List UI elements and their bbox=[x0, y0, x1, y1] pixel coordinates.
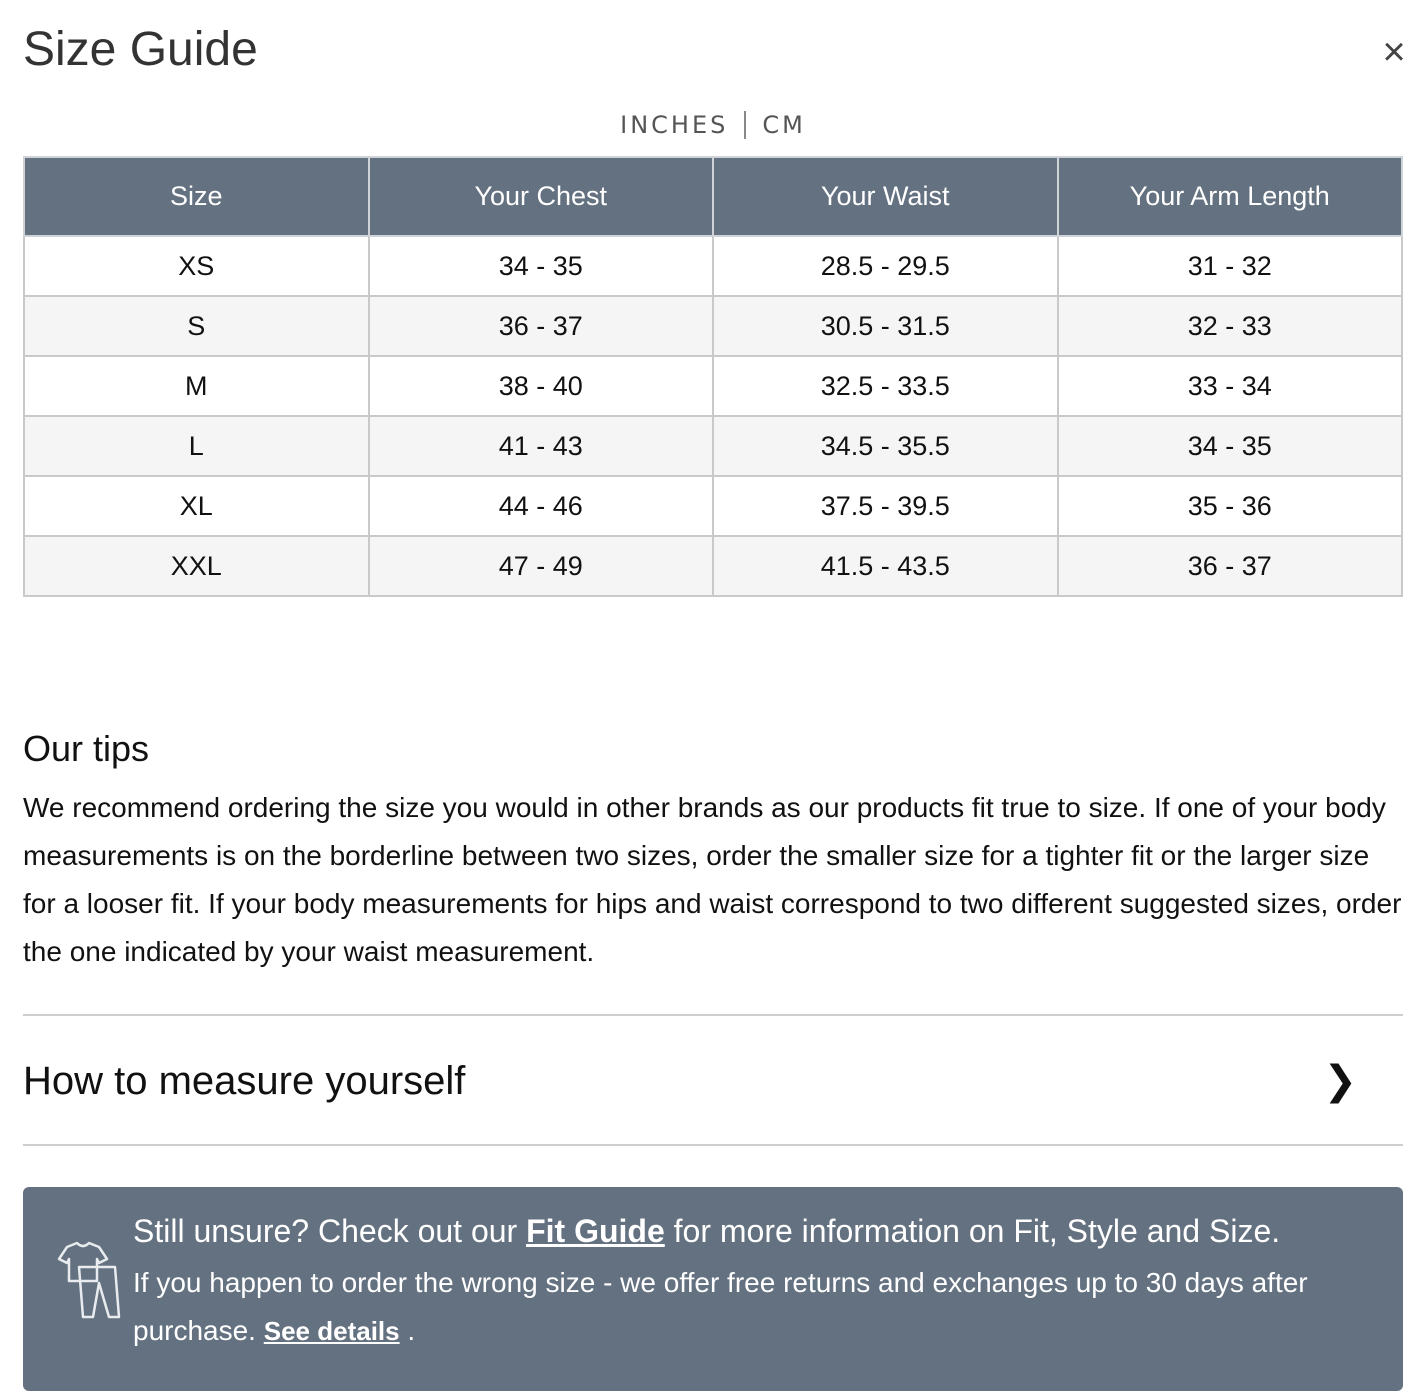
header-size: Size bbox=[24, 157, 369, 236]
cell-size: L bbox=[24, 416, 369, 476]
header-arm-length: Your Arm Length bbox=[1058, 157, 1403, 236]
cell-arm-length: 35 - 36 bbox=[1058, 476, 1403, 536]
unit-cm-button[interactable]: CM bbox=[762, 111, 806, 139]
cell-waist: 41.5 - 43.5 bbox=[713, 536, 1058, 596]
table-row bbox=[24, 416, 1402, 476]
header-chest: Your Chest bbox=[369, 157, 714, 236]
cell-chest: 44 - 46 bbox=[369, 476, 714, 536]
close-icon[interactable]: × bbox=[1382, 30, 1406, 74]
unit-separator bbox=[744, 111, 746, 139]
cell-size: M bbox=[24, 356, 369, 416]
cell-waist: 34.5 - 35.5 bbox=[713, 416, 1058, 476]
info-line-1 bbox=[133, 1207, 1280, 1255]
cell-chest: 47 - 49 bbox=[369, 536, 714, 596]
info-line-1-prefix: Still unsure? Check out our bbox=[133, 1213, 527, 1249]
table-row bbox=[24, 356, 1402, 416]
cell-chest: 41 - 43 bbox=[369, 416, 714, 476]
cell-arm-length: 31 - 32 bbox=[1058, 236, 1403, 296]
info-line-2-text: If you happen to order the wrong size - we offer free returns and exchanges up to 30 days after purchase. bbox=[133, 1267, 1308, 1346]
cell-size: XXL bbox=[24, 536, 369, 596]
cell-waist: 37.5 - 39.5 bbox=[713, 476, 1058, 536]
tips-body: We recommend ordering the size you would in other brands as our products fit true to size. If one of your body measurements is on the borderline between two sizes, order the smaller size for a tighter fit or the larger size for a looser fit. If your body measurements for hips and waist correspond to two different suggested sizes, order the one indicated by your waist measurement. bbox=[23, 792, 1402, 967]
cell-arm-length: 34 - 35 bbox=[1058, 416, 1403, 476]
cell-arm-length: 33 - 34 bbox=[1058, 356, 1403, 416]
info-line-2 bbox=[133, 1259, 1383, 1355]
table-row bbox=[24, 236, 1402, 296]
table-row bbox=[24, 296, 1402, 356]
clothing-icon bbox=[53, 1241, 123, 1321]
cell-waist: 28.5 - 29.5 bbox=[713, 236, 1058, 296]
cell-waist: 30.5 - 31.5 bbox=[713, 296, 1058, 356]
cell-chest: 34 - 35 bbox=[369, 236, 714, 296]
size-table bbox=[23, 156, 1403, 597]
cell-size: XL bbox=[24, 476, 369, 536]
modal-title: Size Guide bbox=[23, 23, 258, 76]
table-row bbox=[24, 476, 1402, 536]
cell-chest: 36 - 37 bbox=[369, 296, 714, 356]
cell-waist: 32.5 - 33.5 bbox=[713, 356, 1058, 416]
tips-heading: Our tips bbox=[23, 728, 150, 769]
fit-info-banner bbox=[23, 1187, 1403, 1391]
unit-toggle bbox=[0, 105, 1426, 145]
cell-size: S bbox=[24, 296, 369, 356]
unit-inches-button[interactable]: INCHES bbox=[620, 111, 729, 139]
cell-size: XS bbox=[24, 236, 369, 296]
how-to-measure-label: How to measure yourself bbox=[23, 1058, 466, 1103]
fit-guide-link[interactable]: Fit Guide bbox=[526, 1213, 665, 1249]
info-line-2-end: . bbox=[399, 1315, 416, 1346]
cell-arm-length: 32 - 33 bbox=[1058, 296, 1403, 356]
info-line-1-suffix: for more information on Fit, Style and Size. bbox=[664, 1213, 1281, 1249]
cell-arm-length: 36 - 37 bbox=[1058, 536, 1403, 596]
how-to-measure-accordion[interactable] bbox=[23, 1017, 1403, 1145]
divider bbox=[23, 1144, 1403, 1146]
cell-chest: 38 - 40 bbox=[369, 356, 714, 416]
see-details-link[interactable]: See details bbox=[263, 1316, 400, 1346]
table-header-row bbox=[24, 157, 1402, 236]
chevron-right-icon: ❯ bbox=[1323, 1058, 1357, 1104]
divider bbox=[23, 1014, 1403, 1016]
header-waist: Your Waist bbox=[713, 157, 1058, 236]
table-row bbox=[24, 536, 1402, 596]
